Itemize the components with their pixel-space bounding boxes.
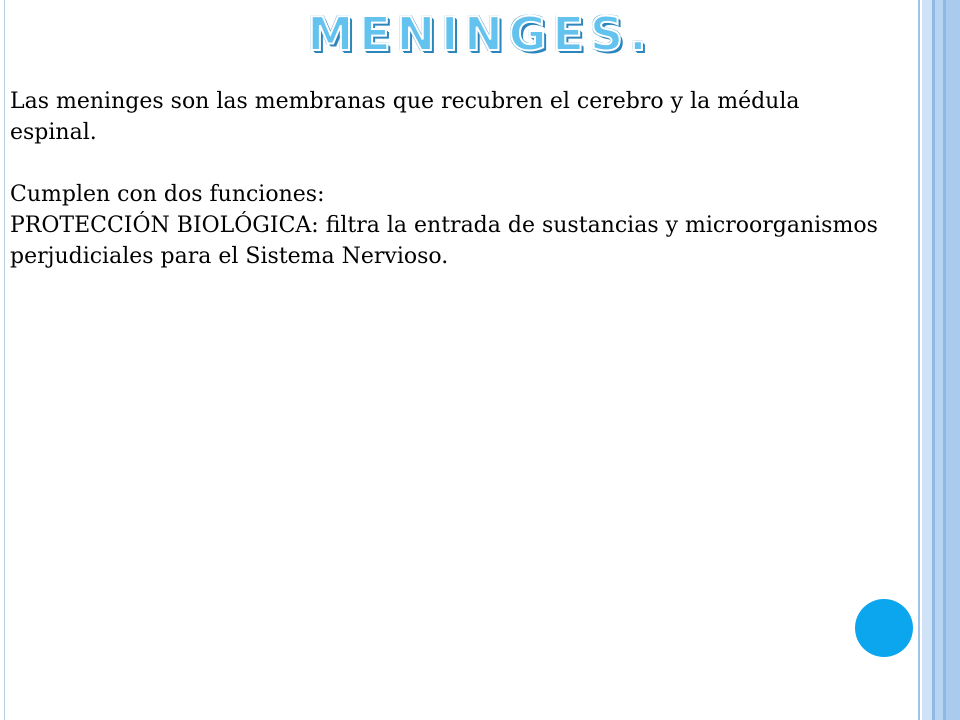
decorative-circle xyxy=(855,599,913,657)
right-stripe xyxy=(918,0,920,720)
right-stripe xyxy=(935,0,943,720)
right-stripe xyxy=(922,0,932,720)
definition-paragraph: Las meninges son las membranas que recubren el cerebro y la médula espinal. xyxy=(10,89,800,145)
slide-title-text: MENINGES. xyxy=(307,7,653,61)
left-border-line xyxy=(4,0,5,720)
right-stripe xyxy=(946,0,960,720)
paragraph-spacer xyxy=(10,148,890,179)
biological-protection-paragraph: PROTECCIÓN BIOLÓGICA: filtra la entrada de sustancias y microorganismos perjudiciales para el Sistema Nervioso. xyxy=(10,213,878,269)
slide-title xyxy=(0,6,960,62)
functions-intro: Cumplen con dos funciones: xyxy=(10,182,325,207)
slide-body xyxy=(10,86,890,272)
